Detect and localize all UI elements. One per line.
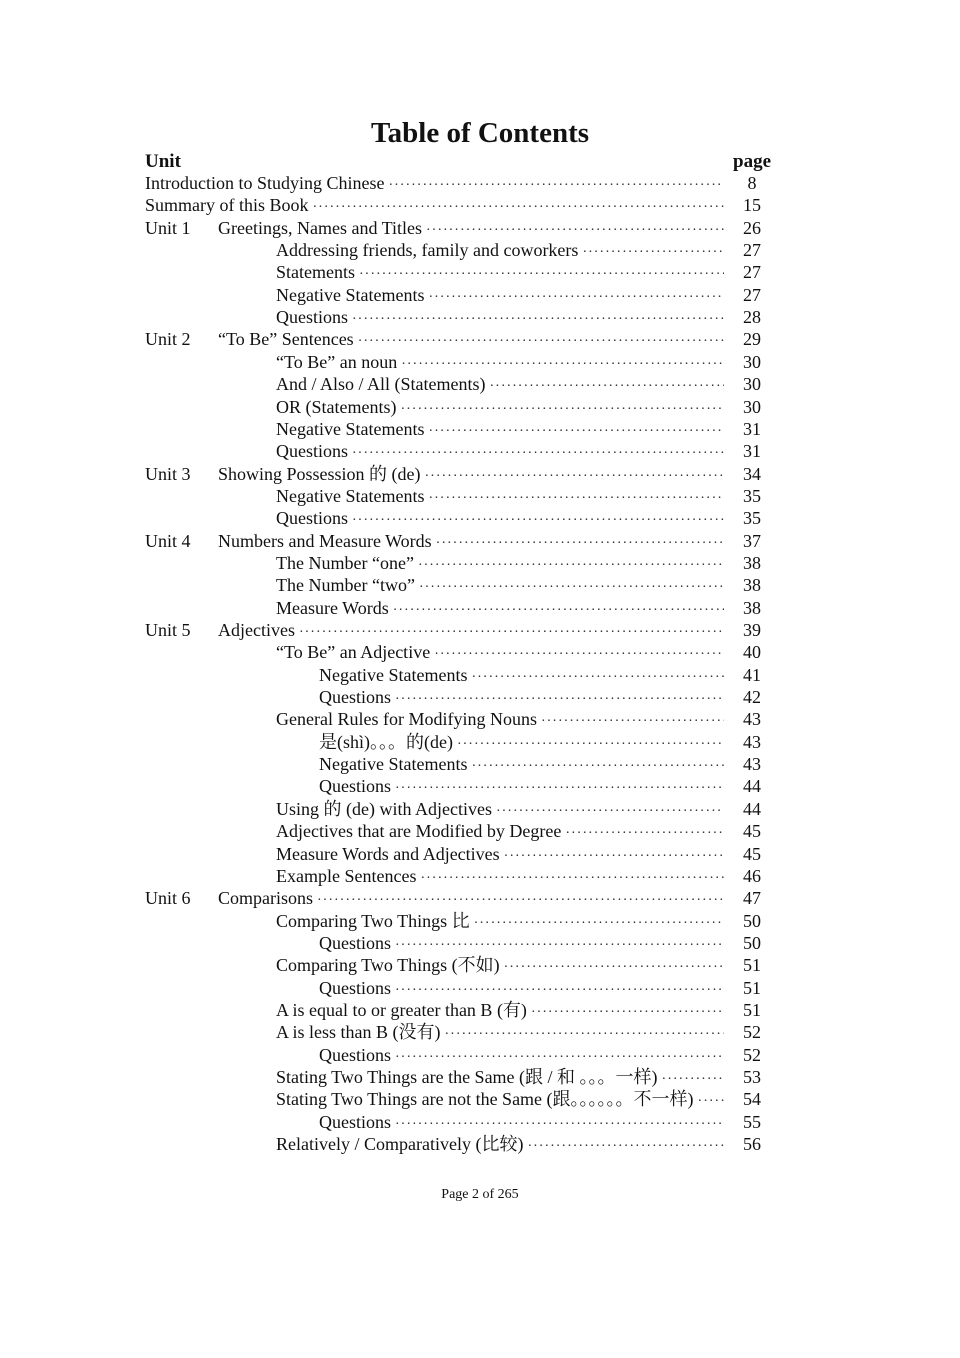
toc-entry-title: Negative Statements xyxy=(276,418,425,439)
toc-entry[interactable] xyxy=(0,418,960,440)
toc-page-number: 44 xyxy=(743,798,761,819)
toc-entry[interactable] xyxy=(0,261,960,283)
toc-entry[interactable] xyxy=(0,396,960,418)
toc-entry-leader-line xyxy=(276,798,724,823)
toc-page-number: 43 xyxy=(743,709,761,730)
toc-entry-leader-line xyxy=(319,753,724,778)
toc-unit-label: Unit 6 xyxy=(145,888,191,909)
toc-entry-leader-line xyxy=(276,396,724,421)
toc-unit-label: Unit 1 xyxy=(145,217,191,238)
toc-unit-label: Unit 3 xyxy=(145,463,191,484)
toc-page-number: 54 xyxy=(743,1089,761,1110)
toc-entry-title: “To Be” an noun xyxy=(276,351,398,372)
toc-entry[interactable] xyxy=(0,932,960,954)
toc-page-number: 39 xyxy=(743,620,761,640)
toc-entry-leader-line xyxy=(276,865,724,890)
page-column-header: page xyxy=(733,151,771,172)
toc-page-number: 51 xyxy=(743,955,761,976)
toc-page-number: 41 xyxy=(743,664,761,685)
toc-page-number: 30 xyxy=(743,396,761,417)
toc-unit-label: Unit 4 xyxy=(145,530,191,551)
toc-page-number: 52 xyxy=(743,1044,761,1065)
toc-page-number: 47 xyxy=(743,888,761,909)
toc-entry-title: Negative Statements xyxy=(319,664,468,685)
toc-entry[interactable] xyxy=(0,552,960,574)
toc-page-number: 35 xyxy=(743,508,761,529)
toc-page-number: 15 xyxy=(743,195,761,216)
toc-entry[interactable] xyxy=(0,440,960,462)
toc-page-number: 42 xyxy=(743,687,761,708)
toc-entry[interactable] xyxy=(0,485,960,507)
toc-entry[interactable] xyxy=(0,641,960,663)
toc-entry-leader-line xyxy=(319,775,724,800)
toc-entry-title: 是(shì)。。。的(de) xyxy=(319,731,453,752)
toc-entry-leader-line xyxy=(319,1111,724,1136)
toc-page-number: 38 xyxy=(743,597,761,618)
toc-entry-leader-line xyxy=(145,194,724,219)
toc-entry-title: Stating Two Things are not the Same (跟。。。。。。不一样) xyxy=(276,1089,694,1110)
toc-entry-leader-line xyxy=(319,977,724,1002)
toc-page-number: 34 xyxy=(743,463,761,484)
toc-page-number: 40 xyxy=(743,642,761,663)
toc-page-number: 27 xyxy=(743,240,761,261)
toc-entry-leader-line xyxy=(276,485,724,510)
toc-entry[interactable] xyxy=(0,775,960,797)
toc-page-number: 45 xyxy=(743,821,761,842)
toc-page-number: 37 xyxy=(743,530,761,551)
toc-entry-title: Negative Statements xyxy=(276,485,425,506)
toc-entry-leader-line xyxy=(319,686,724,711)
toc-page-number: 52 xyxy=(743,1022,761,1043)
toc-entry-leader-line xyxy=(276,1133,724,1158)
toc-page-number: 45 xyxy=(743,843,761,864)
toc-page-number: 26 xyxy=(743,217,761,238)
toc-entry-title: The Number “one” xyxy=(276,552,414,573)
toc-entry-title: And / Also / All (Statements) xyxy=(276,374,486,395)
toc-entry-leader-line xyxy=(319,664,724,689)
toc-entry[interactable] xyxy=(0,1044,960,1066)
toc-entry[interactable] xyxy=(0,708,960,730)
toc-entry[interactable] xyxy=(0,172,960,194)
toc-entry-title: Measure Words xyxy=(276,597,389,618)
toc-entry[interactable] xyxy=(0,328,960,350)
toc-entry-title: Comparisons xyxy=(218,888,314,909)
toc-page-number: 56 xyxy=(743,1134,761,1155)
toc-entry[interactable] xyxy=(0,999,960,1021)
toc-page-number: 35 xyxy=(743,485,761,506)
toc-entry-leader-line xyxy=(276,574,724,599)
toc-entry[interactable] xyxy=(0,731,960,753)
toc-page-number: 53 xyxy=(743,1067,761,1087)
toc-entry-leader-line xyxy=(276,552,724,577)
toc-entry-title: Addressing friends, family and coworkers xyxy=(276,240,579,261)
toc-entry[interactable] xyxy=(0,798,960,820)
toc-entry-title: Showing Possession 的 (de) xyxy=(218,463,421,484)
toc-page-number: 50 xyxy=(743,932,761,953)
toc-entry[interactable] xyxy=(0,1133,960,1155)
toc-page-number: 38 xyxy=(743,575,761,596)
toc-entry-leader-line xyxy=(276,1066,724,1091)
toc-entry[interactable] xyxy=(0,1066,960,1088)
toc-entry[interactable] xyxy=(0,865,960,887)
toc-entry-leader-line xyxy=(319,1044,724,1069)
toc-entry[interactable] xyxy=(0,284,960,306)
toc-entry[interactable] xyxy=(0,843,960,865)
toc-page-number: 31 xyxy=(743,418,761,439)
toc-entry-title: Using 的 (de) with Adjectives xyxy=(276,798,492,819)
toc-entry-leader-line xyxy=(276,261,724,286)
toc-entry-leader-line xyxy=(218,887,724,912)
toc-entry-leader-line xyxy=(276,954,724,979)
toc-entry-leader-line xyxy=(319,932,724,957)
toc-entry-title: “To Be” an Adjective xyxy=(276,642,431,663)
toc-entry-leader-line xyxy=(319,731,724,756)
toc-page-number: 46 xyxy=(743,865,761,886)
toc-entry-leader-line xyxy=(276,1021,724,1046)
toc-entry-title: Negative Statements xyxy=(276,284,425,305)
toc-entry[interactable] xyxy=(0,463,960,485)
toc-entry-leader-line xyxy=(276,239,724,264)
toc-entry-leader-line xyxy=(276,418,724,443)
toc-entry[interactable] xyxy=(0,619,960,641)
toc-entry-leader-line xyxy=(218,463,724,488)
toc-entry-title: General Rules for Modifying Nouns xyxy=(276,709,537,730)
toc-page-number: 8 xyxy=(747,173,757,193)
toc-entry-leader-line xyxy=(276,373,724,398)
toc-entry[interactable] xyxy=(0,597,960,619)
toc-entry-title: Questions xyxy=(319,687,391,708)
toc-entry-title: Questions xyxy=(319,1044,391,1065)
toc-entry[interactable] xyxy=(0,664,960,686)
toc-page-number: 43 xyxy=(743,754,761,775)
toc-entry[interactable] xyxy=(0,1111,960,1133)
toc-entry[interactable] xyxy=(0,1088,960,1110)
toc-entry[interactable] xyxy=(0,820,960,842)
toc-entry-title: Comparing Two Things 比 xyxy=(276,910,470,931)
toc-entry-title: Measure Words and Adjectives xyxy=(276,843,500,864)
toc-entry[interactable] xyxy=(0,507,960,529)
toc-entry-title: Stating Two Things are the Same (跟 / 和 。。。一样) xyxy=(276,1067,658,1087)
toc-page-number: 44 xyxy=(743,776,761,797)
toc-entry-title: Introduction to Studying Chinese xyxy=(145,173,385,193)
toc-entry[interactable] xyxy=(0,954,960,976)
toc-entry[interactable] xyxy=(0,977,960,999)
page-footer: Page 2 of 265 xyxy=(441,1187,519,1202)
toc-entry[interactable] xyxy=(0,530,960,552)
toc-entry-title: Numbers and Measure Words xyxy=(218,530,432,551)
toc-entry-leader-line xyxy=(218,217,724,242)
toc-entry[interactable] xyxy=(0,306,960,328)
toc-entry-leader-line xyxy=(276,843,724,868)
toc-page-number: 27 xyxy=(743,262,761,283)
toc-page-number: 55 xyxy=(743,1111,761,1132)
toc-entry-title: Example Sentences xyxy=(276,865,417,886)
toc-entry[interactable] xyxy=(0,910,960,932)
toc-page-number: 28 xyxy=(743,307,761,328)
toc-entry-title: Questions xyxy=(319,977,391,998)
toc-page-number: 31 xyxy=(743,441,761,462)
toc-page-number: 30 xyxy=(743,351,761,372)
toc-entry-title: Summary of this Book xyxy=(145,195,309,216)
toc-entry-leader-line xyxy=(276,284,724,309)
toc-entry-title: Questions xyxy=(319,1111,391,1132)
toc-unit-label: Unit 2 xyxy=(145,329,191,350)
toc-entry-leader-line xyxy=(276,708,724,733)
toc-page-number: 38 xyxy=(743,552,761,573)
toc-entry-title: Questions xyxy=(276,441,348,462)
toc-entry-leader-line xyxy=(276,306,724,331)
toc-entry-leader-line xyxy=(276,999,724,1024)
toc-entry-title: Questions xyxy=(319,932,391,953)
toc-entry-title: Comparing Two Things (不如) xyxy=(276,955,500,976)
page-title: Table of Contents xyxy=(370,117,590,149)
toc-entry[interactable] xyxy=(0,217,960,239)
toc-entry-leader-line xyxy=(276,351,724,376)
toc-entry-leader-line xyxy=(276,507,724,532)
toc-entry[interactable] xyxy=(0,351,960,373)
toc-entry-leader-line xyxy=(218,530,724,555)
toc-entry-title: Statements xyxy=(276,262,355,283)
toc-entry[interactable] xyxy=(0,194,960,216)
toc-entry-leader-line xyxy=(218,328,724,353)
toc-page-number: 27 xyxy=(743,284,761,305)
toc-page-number: 30 xyxy=(743,374,761,395)
toc-entry-leader-line xyxy=(276,440,724,465)
toc-entry-leader-line xyxy=(145,172,724,197)
toc-entry-title: The Number “two” xyxy=(276,575,415,596)
toc-entry-title: “To Be” Sentences xyxy=(218,329,354,350)
toc-entry-title: Questions xyxy=(276,307,348,328)
toc-page-number: 51 xyxy=(743,999,761,1020)
toc-entry-title: Negative Statements xyxy=(319,754,468,775)
toc-entry-leader-line xyxy=(276,597,724,622)
toc-entry[interactable] xyxy=(0,574,960,596)
toc-page-number: 51 xyxy=(743,977,761,998)
toc-entry[interactable] xyxy=(0,686,960,708)
toc-entry-title: Adjectives that are Modified by Degree xyxy=(276,821,562,842)
toc-entry-leader-line xyxy=(276,820,724,845)
toc-entry-leader-line xyxy=(276,1088,724,1113)
toc-entry[interactable] xyxy=(0,887,960,909)
toc-entry-title: A is equal to or greater than B (有) xyxy=(276,999,527,1020)
toc-page-number: 29 xyxy=(743,329,761,350)
toc-entry[interactable] xyxy=(0,1021,960,1043)
toc-entry-title: Adjectives xyxy=(218,620,295,640)
unit-column-header: Unit xyxy=(145,151,181,172)
toc-entry-title: A is less than B (没有) xyxy=(276,1022,441,1043)
toc-entry-leader-line xyxy=(218,619,724,644)
toc-entry-title: Questions xyxy=(276,508,348,529)
toc-entry[interactable] xyxy=(0,753,960,775)
toc-entry-title: Relatively / Comparatively (比较) xyxy=(276,1134,524,1155)
toc-entry[interactable] xyxy=(0,239,960,261)
toc-page-number: 50 xyxy=(743,910,761,931)
toc-entry-leader-line xyxy=(276,910,724,935)
toc-entry[interactable] xyxy=(0,373,960,395)
dot-leader xyxy=(527,1136,724,1158)
toc-entry-leader-line xyxy=(276,641,724,666)
toc-entry-title: Questions xyxy=(319,776,391,797)
toc-unit-label: Unit 5 xyxy=(145,620,191,640)
toc-entry-title: Greetings, Names and Titles xyxy=(218,217,422,238)
toc-page-number: 43 xyxy=(743,731,761,752)
toc-entry-title: OR (Statements) xyxy=(276,396,397,417)
